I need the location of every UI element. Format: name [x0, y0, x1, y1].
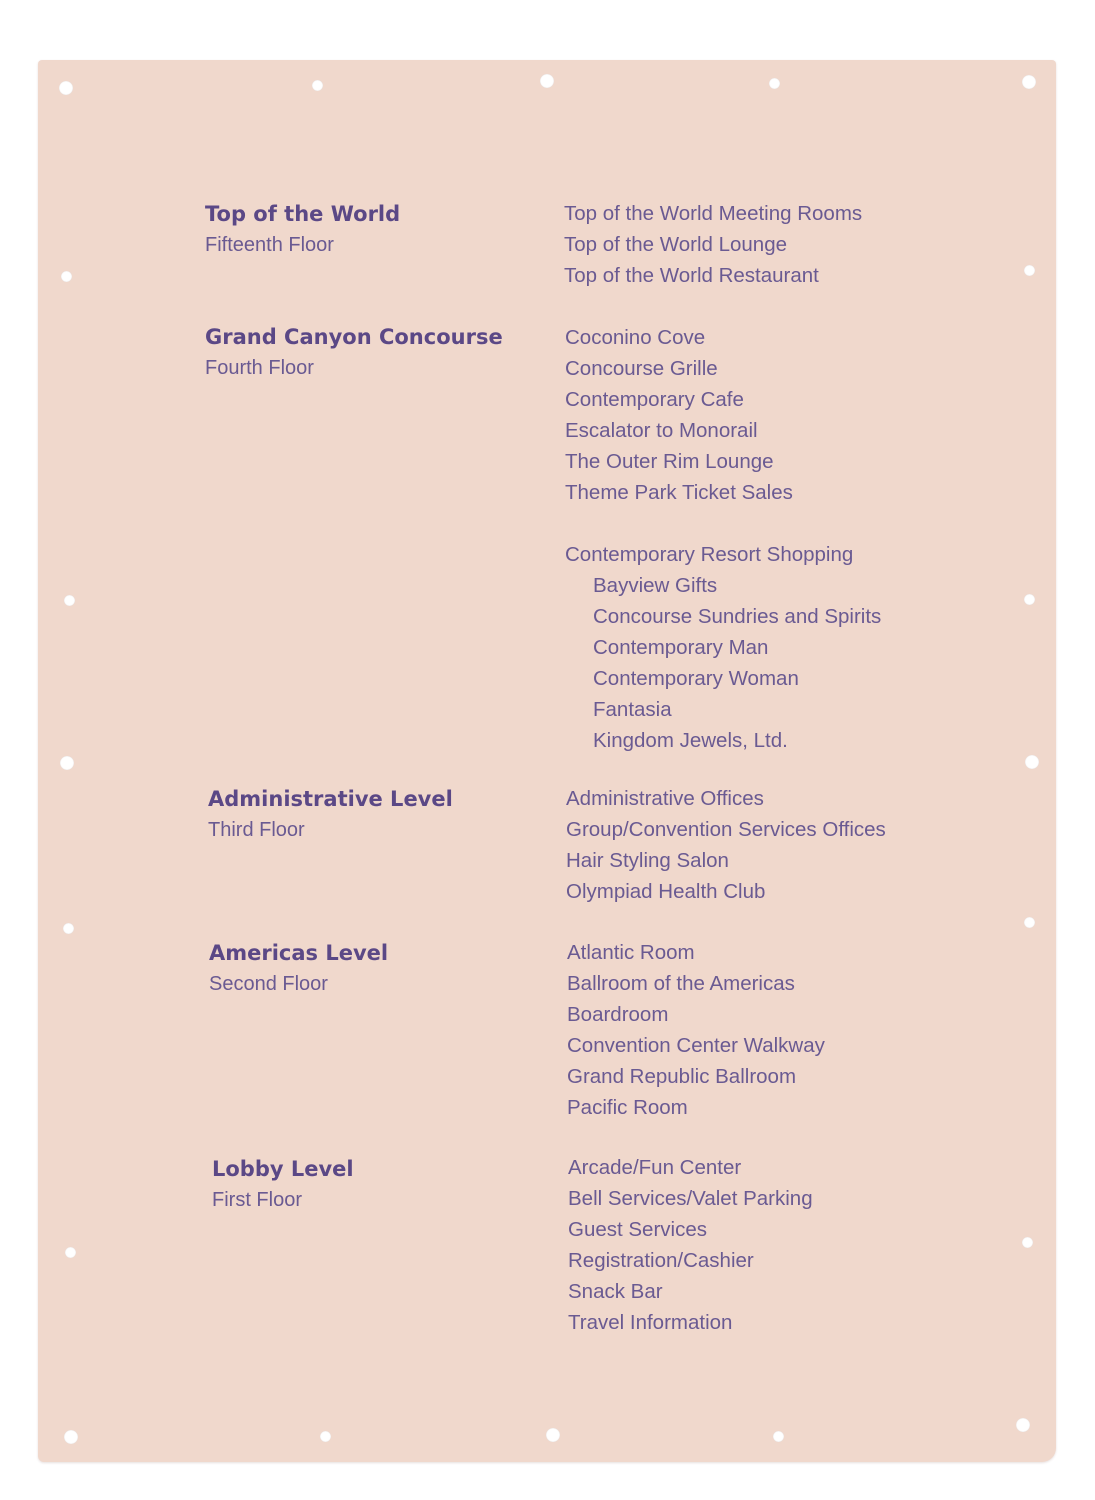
mounting-hole [64, 1430, 78, 1444]
list-item: Fantasia [593, 698, 672, 721]
list-item: Top of the World Lounge [564, 233, 787, 256]
level-floor: First Floor [212, 1189, 302, 1211]
list-item: Group/Convention Services Offices [566, 818, 886, 841]
level-heading-top-of-the-world [205, 199, 400, 261]
list-item: Administrative Offices [566, 787, 764, 810]
list-item: Bell Services/Valet Parking [568, 1187, 813, 1210]
mounting-hole [60, 756, 74, 770]
list-item: Kingdom Jewels, Ltd. [593, 729, 788, 752]
list-item: Pacific Room [567, 1096, 688, 1119]
level-name: Administrative Level [208, 787, 453, 811]
mounting-hole [320, 1431, 331, 1442]
mounting-hole [769, 78, 780, 89]
mounting-hole [1024, 265, 1035, 276]
list-item: Top of the World Restaurant [564, 264, 819, 287]
level-heading-americas-level [209, 938, 388, 1000]
list-item: Hair Styling Salon [566, 849, 729, 872]
mounting-hole [773, 1431, 784, 1442]
level-heading-administrative-level [208, 784, 453, 846]
list-item: Concourse Grille [565, 357, 718, 380]
mounting-hole [65, 1247, 76, 1258]
list-item: Grand Republic Ballroom [567, 1065, 797, 1088]
list-item: Contemporary Cafe [565, 388, 744, 411]
venue-list-grand-canyon-concourse [565, 322, 793, 508]
level-floor: Fifteenth Floor [205, 234, 334, 256]
list-item: Travel Information [568, 1311, 733, 1334]
list-item: Convention Center Walkway [567, 1034, 825, 1057]
list-item: Snack Bar [568, 1280, 663, 1303]
level-name: Grand Canyon Concourse [205, 325, 503, 349]
venue-list-americas-level [567, 937, 825, 1123]
list-item: Concourse Sundries and Spirits [593, 605, 882, 628]
mounting-hole [1016, 1418, 1030, 1432]
level-heading-grand-canyon-concourse [205, 322, 503, 384]
list-item: Contemporary Man [593, 636, 769, 659]
mounting-hole [59, 81, 73, 95]
mounting-hole [540, 74, 554, 88]
list-item: The Outer Rim Lounge [565, 450, 774, 473]
list-item: Coconino Cove [565, 326, 706, 349]
mounting-hole [1025, 755, 1039, 769]
shopping-list [565, 539, 881, 756]
mounting-hole [64, 595, 75, 606]
mounting-hole [1024, 594, 1035, 605]
level-floor: Second Floor [209, 973, 328, 995]
venue-list-administrative-level [566, 783, 886, 907]
list-item: Theme Park Ticket Sales [565, 481, 793, 504]
list-item: Contemporary Woman [593, 667, 799, 690]
list-item: Top of the World Meeting Rooms [564, 202, 863, 225]
mounting-hole [546, 1428, 560, 1442]
mounting-hole [1022, 1237, 1033, 1248]
list-item: Escalator to Monorail [565, 419, 758, 442]
list-item: Arcade/Fun Center [568, 1156, 742, 1179]
list-item: Olympiad Health Club [566, 880, 766, 903]
list-item: Registration/Cashier [568, 1249, 754, 1272]
mounting-hole [1022, 75, 1036, 89]
level-floor: Fourth Floor [205, 357, 314, 379]
list-item: Ballroom of the Americas [567, 972, 795, 995]
venue-list-top-of-the-world [564, 198, 862, 291]
level-floor: Third Floor [208, 819, 305, 841]
level-heading-lobby-level [212, 1154, 354, 1216]
list-item: Guest Services [568, 1218, 707, 1241]
level-name: Top of the World [205, 202, 401, 226]
mounting-hole [312, 80, 323, 91]
mounting-hole [61, 271, 72, 282]
level-name: Lobby Level [212, 1157, 354, 1181]
level-name: Americas Level [209, 941, 389, 965]
list-item: Atlantic Room [567, 941, 695, 964]
shopping-title: Contemporary Resort Shopping [565, 543, 854, 566]
list-item: Bayview Gifts [593, 574, 718, 597]
venue-list-lobby-level [568, 1152, 813, 1338]
directory-sign-board [38, 60, 1056, 1462]
mounting-hole [63, 923, 74, 934]
list-item: Boardroom [567, 1003, 669, 1026]
mounting-hole [1024, 917, 1035, 928]
